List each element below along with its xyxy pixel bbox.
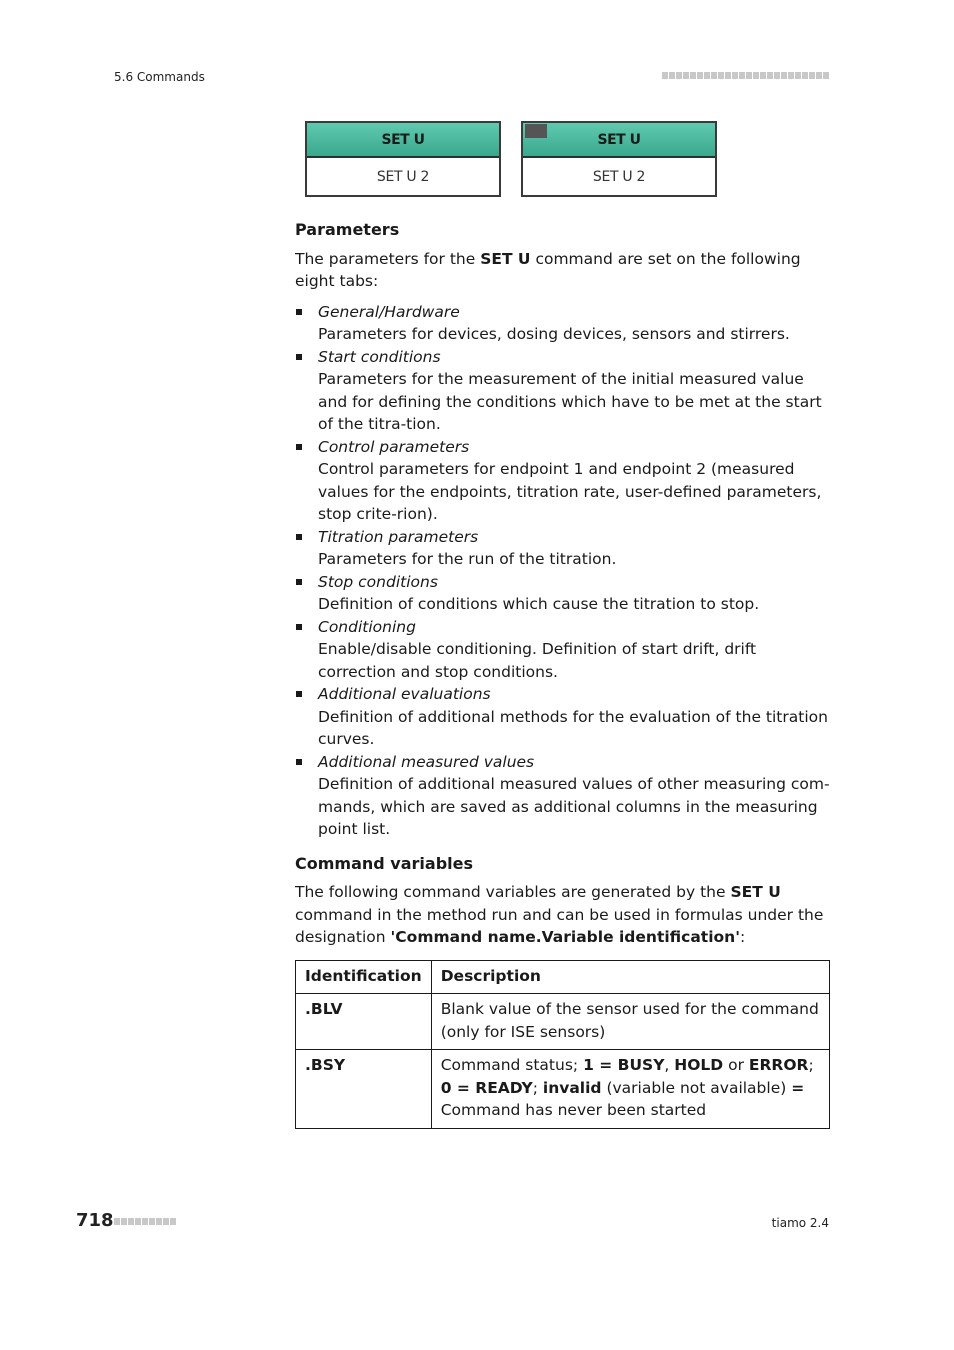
command-icon-name: SET U 2	[376, 168, 430, 185]
table-row	[296, 994, 830, 1050]
tab-description: Control parameters for endpoint 1 and endpoint 2 (measured values for the endpoints, titration rate, user-defined parameters, stop crite-rion).	[318, 460, 822, 523]
tab-name: Additional evaluations	[318, 685, 491, 703]
command-variables-table	[295, 960, 830, 1129]
command-icon-name: SET U 2	[592, 168, 646, 185]
variable-id: .BLV	[296, 994, 432, 1050]
footer-decoration	[114, 1218, 176, 1225]
parameters-intro: The parameters for the SET U command are set on the following eight tabs:	[295, 249, 801, 290]
list-item	[295, 683, 830, 751]
list-item	[295, 571, 830, 616]
running-header-section: 5.6 Commands	[114, 70, 205, 84]
main-content	[295, 219, 830, 1129]
list-item	[295, 436, 830, 526]
tab-description: Parameters for the measurement of the initial measured value and for defining the conditions which have to be met at the start of the titra-tion.	[318, 370, 822, 433]
command-icon-title: SET U	[523, 123, 715, 158]
command-icon-title: SET U	[307, 123, 499, 158]
tab-name: General/Hardware	[318, 302, 460, 321]
tab-name: Control parameters	[318, 437, 470, 456]
disabled-flag-icon	[525, 124, 547, 138]
command-variables-heading: Command variables	[295, 853, 473, 873]
list-item	[295, 346, 830, 436]
tab-name: Conditioning	[318, 617, 416, 636]
tab-name: Additional measured values	[318, 752, 535, 771]
column-header-description: Description	[431, 960, 829, 994]
column-header-identification: Identification	[296, 960, 432, 994]
header-decoration	[662, 72, 829, 79]
product-name: tiamo 2.4	[771, 1216, 829, 1230]
parameters-heading: Parameters	[295, 220, 400, 239]
tab-description: Definition of conditions which cause the titration to stop.	[318, 595, 760, 613]
tab-name: Titration parameters	[318, 527, 479, 546]
tab-name: Stop conditions	[318, 572, 438, 591]
tab-name: Start conditions	[318, 347, 441, 366]
list-item	[295, 301, 830, 346]
tab-description: Definition of additional methods for the evaluation of the titration curves.	[318, 707, 828, 748]
tabs-list	[295, 301, 830, 841]
command-icons-figure	[305, 121, 717, 197]
tab-description: Parameters for the run of the titration.	[318, 550, 617, 568]
page-number: 718	[76, 1210, 114, 1231]
tab-description: Definition of additional measured values of other measuring com-mands, which are saved as additional columns in the measuring point list.	[318, 775, 830, 838]
table-header-row	[296, 960, 830, 994]
tab-description: Enable/disable conditioning. Definition of start drift, drift correction and stop conditions.	[318, 640, 757, 681]
command-variables-intro: The following command variables are generated by the SET U command in the method run and can be used in formulas under the designation 'Command name.Variable identification':	[295, 883, 824, 946]
set-u-command-icon-disabled	[521, 121, 717, 197]
variable-description: Command status; 1 = BUSY, HOLD or ERROR; 0 = READY; invalid (variable not available) = Command has never been started	[431, 1050, 829, 1129]
list-item	[295, 526, 830, 571]
table-row	[296, 1050, 830, 1129]
set-u-command-icon	[305, 121, 501, 197]
variable-description: Blank value of the sensor used for the command (only for ISE sensors)	[431, 994, 829, 1050]
list-item	[295, 751, 830, 841]
tab-description: Parameters for devices, dosing devices, sensors and stirrers.	[318, 325, 790, 343]
variable-id: .BSY	[296, 1050, 432, 1129]
list-item	[295, 616, 830, 684]
